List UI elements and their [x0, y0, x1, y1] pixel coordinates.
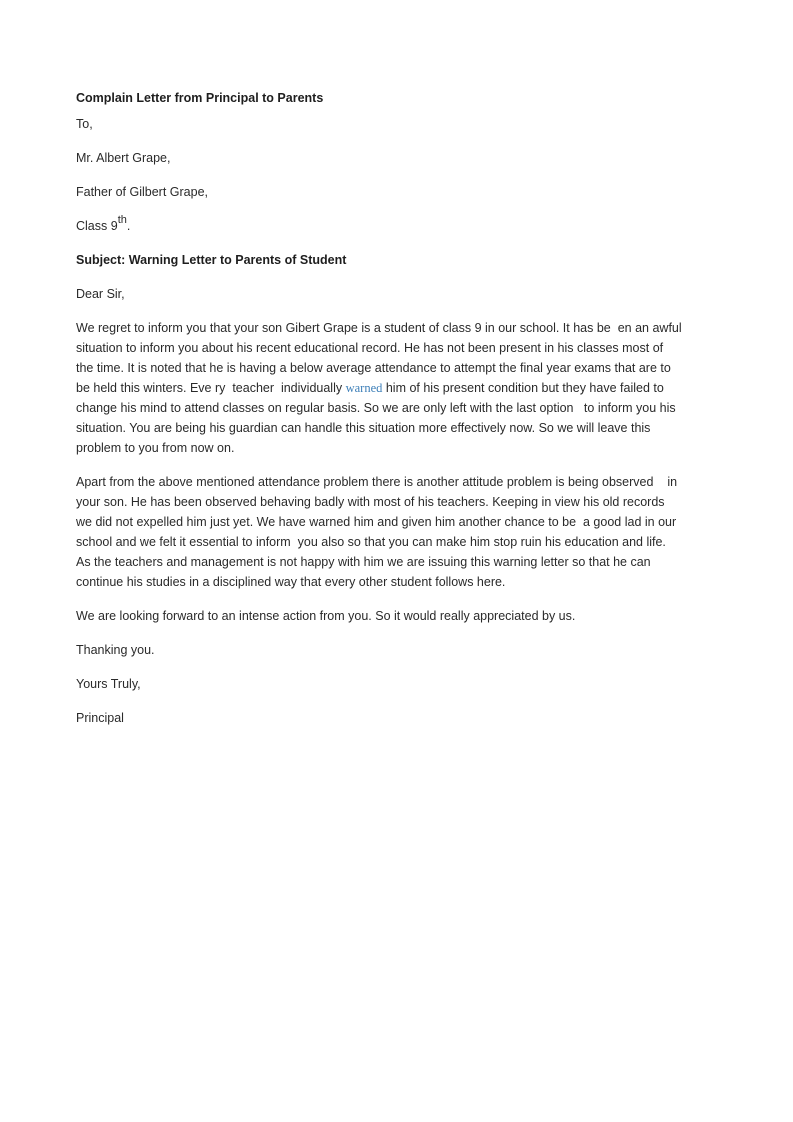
paragraph-2-line: As the teachers and management is not happy with him we are issuing this warning letter so that he can — [76, 555, 651, 569]
salutation: Dear Sir, — [76, 287, 125, 301]
paragraph-2-line: Apart from the above mentioned attendance problem there is another attitude problem is being observed in — [76, 475, 678, 489]
subject-line: Subject: Warning Letter to Parents of Student — [76, 253, 347, 267]
closing-line: Yours Truly, — [76, 677, 141, 691]
paragraph-1-line: We regret to inform you that your son Gibert Grape is a student of class 9 in our school. It has be en an awful — [76, 321, 682, 335]
letter-page — [76, 88, 716, 742]
paragraph-3: We are looking forward to an intense action from you. So it would really appreciated by us. — [76, 609, 576, 623]
recipient-name: Mr. Albert Grape, — [76, 151, 171, 165]
paragraph-1 — [76, 318, 716, 458]
paragraph-1-line: situation. You are being his guardian can handle this situation more effectively now. So we will leave this — [76, 421, 651, 435]
recipient-class — [76, 213, 716, 236]
class-suffix: . — [126, 219, 131, 233]
line-text: be held this winters. Eve ry teacher individually — [76, 381, 346, 395]
paragraph-2-line: your son. He has been observed behaving badly with most of his teachers. Keeping in view his old records — [76, 495, 665, 509]
paragraph-2-line: we did not expelled him just yet. We have warned him and given him another chance to be a good lad in our — [76, 515, 677, 529]
paragraph-2 — [76, 472, 716, 592]
paragraph-2-line: continue his studies in a disciplined way that every other student follows here. — [76, 575, 506, 589]
line-text: him of his present condition but they have failed to — [382, 381, 664, 395]
paragraph-1-line: situation to inform you about his recent educational record. He has not been present in his classes most of — [76, 341, 664, 355]
paragraph-1-line: problem to you from now on. — [76, 441, 235, 455]
warned-word: warned — [345, 381, 383, 395]
class-prefix: Class 9 — [76, 219, 118, 233]
thanks-line: Thanking you. — [76, 643, 155, 657]
paragraph-1-line: the time. It is noted that he is having a below average attendance to attempt the final year exams that are to — [76, 361, 671, 375]
recipient-relation: Father of Gilbert Grape, — [76, 185, 209, 199]
paragraph-1-line: change his mind to attend classes on regular basis. So we are only left with the last option to inform you his — [76, 401, 676, 415]
to-line: To, — [76, 117, 93, 131]
paragraph-2-line: school and we felt it essential to inform you also so that you can make him stop ruin his education and life. — [76, 535, 666, 549]
paragraph-1-line — [76, 378, 716, 398]
signature: Principal — [76, 711, 124, 725]
letter-title: Complain Letter from Principal to Parents — [76, 91, 324, 105]
class-superscript: th — [117, 213, 127, 226]
